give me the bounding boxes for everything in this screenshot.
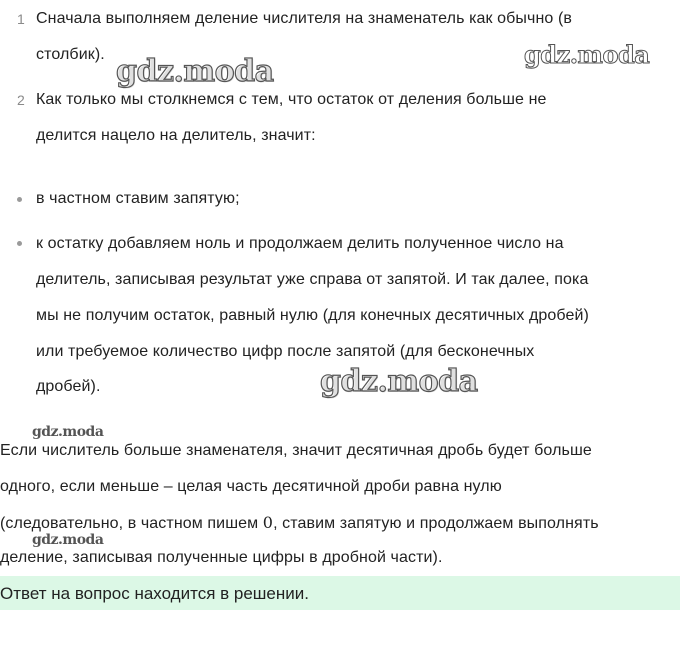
watermark-logo: gdz.moda (116, 54, 274, 89)
bullet-text-line: или требуемое количество цифр после запятой (для бесконечных (36, 343, 535, 360)
paragraph-line: деление, записывая полученные цифры в дробной части). (0, 549, 443, 566)
bullet-text-line: дробей). (36, 378, 101, 395)
step-text-line: Как только мы столкнемся с тем, что остаток от деления больше не (36, 91, 547, 108)
bullet-dot (17, 241, 22, 246)
watermark-logo: gdz.moda (32, 424, 104, 440)
watermark-logo: gdz.moda (524, 40, 650, 69)
math-zero: 0 (262, 513, 274, 532)
bullet-text-line: к остатку добавляем ноль и продолжаем делить полученное число на (36, 235, 564, 252)
paragraph-text: (следовательно, в частном пишем (0, 515, 263, 532)
paragraph-text: , ставим запятую и продолжаем выполнять (273, 515, 599, 532)
bullet-text-line: в частном ставим запятую; (36, 190, 240, 207)
bullet-dot (17, 197, 22, 202)
step-text-line: столбик). (36, 46, 105, 63)
paragraph-line: одного, если меньше – целая часть десятичной дроби равна нулю (0, 478, 502, 495)
watermark-logo: gdz.moda (320, 364, 478, 399)
paragraph-line: Если числитель больше знаменателя, значит десятичная дробь будет больше (0, 442, 592, 459)
watermark-logo: gdz.moda (32, 532, 104, 548)
step-text-line: Сначала выполняем деление числителя на знаменатель как обычно (в (36, 10, 572, 27)
step-number: 2 (17, 92, 25, 108)
answer-text: Ответ на вопрос находится в решении. (0, 584, 309, 603)
bullet-text-line: делитель, записывая результат уже справа от запятой. И так далее, пока (36, 271, 589, 288)
paragraph-line (0, 513, 599, 534)
step-text-line: делится нацело на делитель, значит: (36, 127, 316, 144)
step-number: 1 (17, 11, 25, 27)
bullet-text-line: мы не получим остаток, равный нулю (для конечных десятичных дробей) (36, 307, 589, 324)
